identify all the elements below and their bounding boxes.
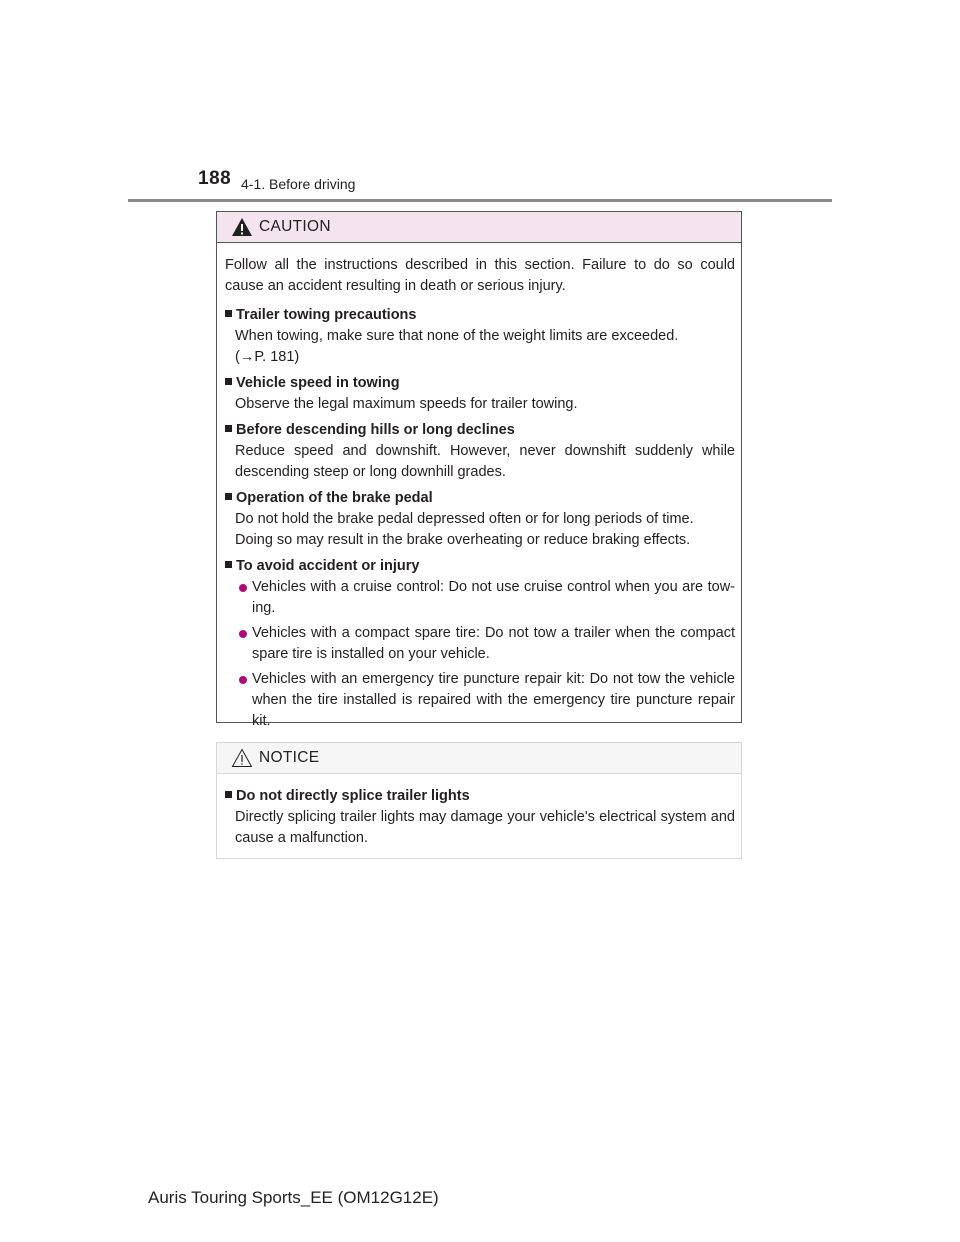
caution-item-text: Do not hold the brake pedal depressed often or for long periods of time. — [235, 511, 694, 527]
round-bullet-icon — [239, 676, 247, 684]
caution-item-title — [225, 420, 735, 441]
item-title-text: Operation of the brake pedal — [236, 490, 433, 506]
caution-item-text: When towing, make sure that none of the weight limits are exceeded. — [235, 328, 679, 344]
square-bullet-icon — [225, 791, 232, 798]
item-title-text: Vehicle speed in towing — [236, 375, 400, 391]
caution-body — [217, 243, 741, 732]
caution-subitem — [225, 669, 735, 732]
notice-body — [217, 774, 741, 849]
square-bullet-icon — [225, 493, 232, 500]
item-title-text: To avoid accident or injury — [236, 558, 420, 574]
caution-box — [216, 211, 742, 729]
notice-item-title — [225, 786, 735, 807]
caution-header — [217, 212, 741, 243]
square-bullet-icon — [225, 561, 232, 568]
subitem-text: Vehicles with an emergency tire puncture repair kit: Do not tow the vehicle when the tire installed is repaired with the emergency tire puncture repair kit. — [252, 671, 735, 729]
square-bullet-icon — [225, 425, 232, 432]
caution-item-text: Doing so may result in the brake overheating or reduce braking effects. — [235, 532, 691, 548]
square-bullet-icon — [225, 310, 232, 317]
caution-item — [225, 488, 735, 551]
caution-item-title — [225, 373, 735, 394]
caution-item — [225, 305, 735, 368]
round-bullet-icon — [239, 630, 247, 638]
caution-item — [225, 420, 735, 483]
round-bullet-icon — [239, 584, 247, 592]
caution-title: CAUTION — [259, 218, 331, 235]
caution-item — [225, 373, 735, 415]
notice-item — [225, 786, 735, 849]
notice-item-text: Directly splicing trailer lights may damage your vehicle's electrical system and cause a malfunction. — [235, 809, 735, 846]
notice-title: NOTICE — [259, 749, 320, 766]
caution-item-title — [225, 305, 735, 326]
notice-box — [216, 742, 742, 859]
header-rule — [128, 199, 832, 202]
item-title-text: Do not directly splice trailer lights — [236, 788, 470, 804]
caution-item-text: Observe the legal maximum speeds for trailer towing. — [235, 396, 578, 412]
warning-filled-icon — [231, 217, 253, 237]
square-bullet-icon — [225, 378, 232, 385]
footer-model: Auris Touring Sports_EE (OM12G12E) — [148, 1188, 439, 1207]
page-number: 188 — [198, 168, 232, 189]
caution-item-text: Reduce speed and downshift. However, never downshift suddenly while descending steep or long downhill grades. — [235, 443, 735, 480]
caution-subitem — [225, 623, 735, 665]
caution-subitem — [225, 577, 735, 619]
warning-outline-icon — [231, 748, 253, 768]
item-title-text: Trailer towing precautions — [236, 307, 417, 323]
caution-item — [225, 556, 735, 732]
subitem-text: Vehicles with a cruise control: Do not use cruise control when you are tow-ing. — [252, 579, 735, 616]
caution-item-title — [225, 556, 735, 577]
section-title: 4-1. Before driving — [241, 176, 356, 192]
caution-intro: Follow all the instructions described in this section. Failure to do so could cause an accident resulting in death or serious injury. — [225, 257, 735, 294]
caution-item-title — [225, 488, 735, 509]
subitem-text: Vehicles with a compact spare tire: Do not tow a trailer when the compact spare tire is installed on your vehicle. — [252, 625, 735, 662]
item-title-text: Before descending hills or long declines — [236, 422, 515, 438]
page-reference: (→P. 181) — [235, 349, 300, 365]
notice-header — [217, 743, 741, 774]
